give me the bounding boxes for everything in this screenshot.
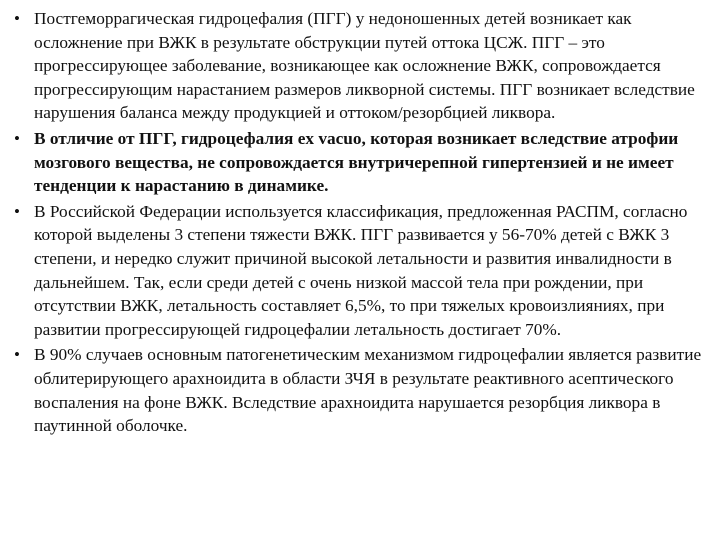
bullet-text: В 90% случаев основным патогенетическим механизмом гидроцефалии является развитие облитерирующего арахноидита в области ЗЧЯ в результате реактивного асептического воспаления на фоне ВЖК. Вследствие арахноидита нарушается резорбция ликвора в паутинной оболочке. xyxy=(34,345,702,436)
bullet-item-ppg-definition xyxy=(10,7,714,125)
bullet-item-classification xyxy=(10,200,714,342)
bullet-item-pathogenesis xyxy=(10,343,714,437)
bullet-text: В отличие от ПГГ, гидроцефалия ex vacuo, которая возникает вследствие атрофии мозгового вещества, не сопровождается внутричерепной гипертензией и не имеет тенденции к нарастанию в динамике. xyxy=(34,128,679,196)
bullet-icon: • xyxy=(14,9,20,28)
bullet-list xyxy=(10,7,714,440)
bullet-icon: • xyxy=(14,201,20,221)
bullet-text: В Российской Федерации используется классификация, предложенная РАСПМ, согласно которой выделены 3 степени тяжести ВЖК. ПГГ развивается у 56-70% детей с ВЖК 3 степени, и нередко служит причиной высокой летальности и развития инвалидности в дальнейшем. Так, если среди детей с очень низкой массой тела при рождении, при отсутствии ВЖК, летальность составляет 6,5%, то при тяжелых кровоизлияниях, при развитии прогрессирующей гидроцефалии летальность достигает 70%. xyxy=(34,201,688,339)
bullet-item-ex-vacuo xyxy=(10,127,714,198)
bullet-icon: • xyxy=(14,345,20,365)
bullet-icon: • xyxy=(14,128,20,148)
bullet-text: Постгеморрагическая гидроцефалия (ПГГ) у недоношенных детей возникает как осложнение при ВЖК в результате обструкции путей оттока ЦСЖ. ПГГ – это прогрессирующее заболевание, возникающее как осложнение ВЖК, сопровождается прогрессирующим нарастанием размеров ликворной системы. ПГГ возникает вследствие нарушения баланса между продукцией и оттоком/резорбцией ликвора. xyxy=(34,9,695,123)
